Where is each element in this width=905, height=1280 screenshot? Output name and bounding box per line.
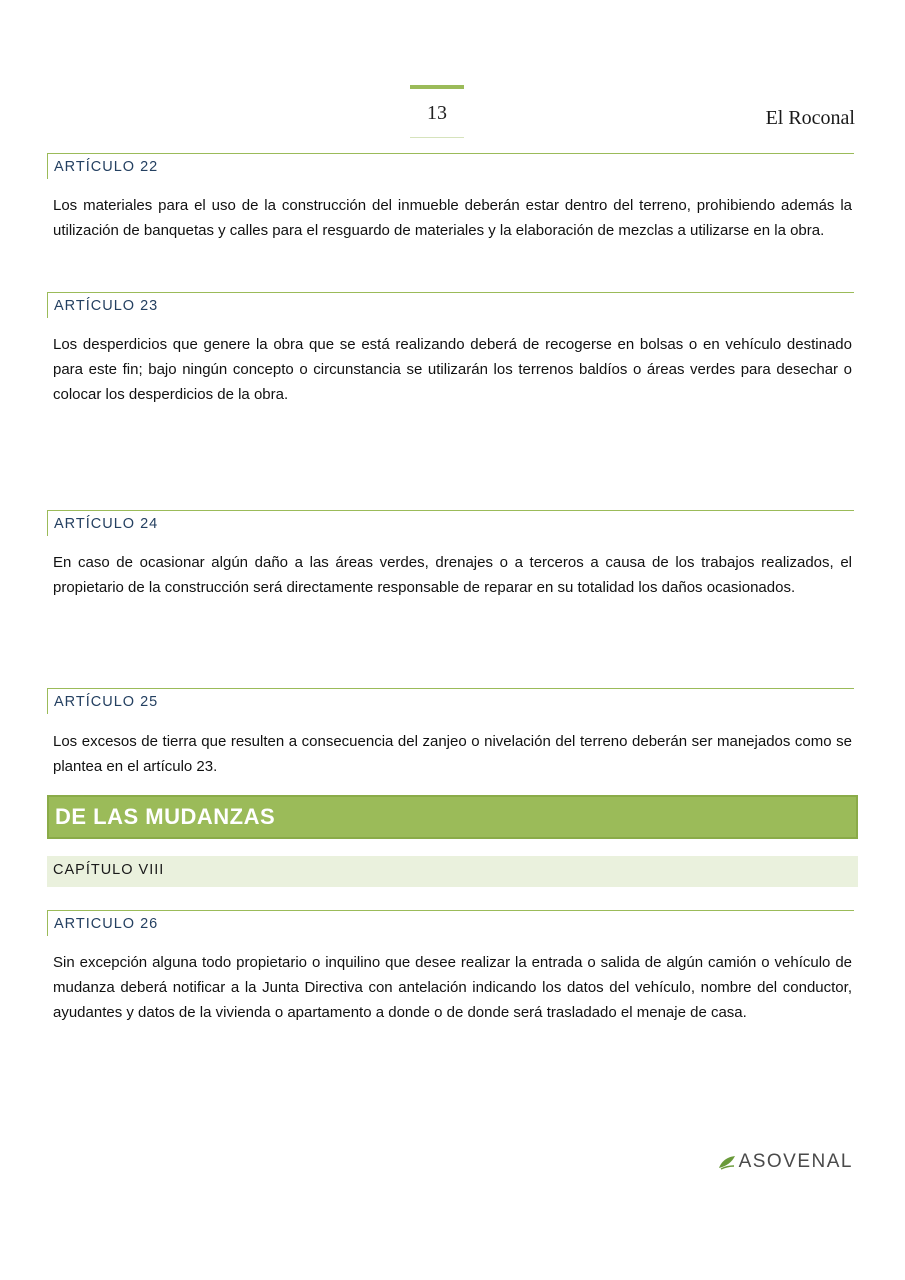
chapter-band — [47, 856, 858, 887]
article-paragraph: Los excesos de tierra que resulten a consecuencia del zanjeo o nivelación del terreno deberán ser manejados como se plantea en el artículo 23. — [53, 733, 852, 775]
article-heading — [47, 292, 854, 318]
leaf-icon — [718, 1154, 736, 1170]
article-paragraph: Sin excepción alguna todo propietario o inquilino que desee realizar la entrada o salida de algún camión o vehículo de mudanza deberá notificar a la Junta Directiva con antelación indicando los datos del vehículo, nombre del conductor, ayudantes y datos de la vivienda o apartamento a donde o de donde será trasladado el menaje de casa. — [53, 954, 852, 1021]
article-heading-label: ARTICULO 26 — [54, 916, 159, 932]
chapter-title: CAPÍTULO VIII — [53, 862, 165, 878]
article-heading — [47, 510, 854, 536]
document-title: El Roconal — [765, 107, 855, 129]
article-paragraph: En caso de ocasionar algún daño a las áreas verdes, drenajes o a terceros a causa de los trabajos realizados, el propietario de la construcción será directamente responsable de reparar en su totalidad los daños ocasionados. — [53, 554, 852, 596]
section-title-band — [47, 795, 858, 839]
article-heading — [47, 688, 854, 714]
page-number-rule — [410, 137, 464, 138]
footer-brand-logo — [718, 1150, 853, 1174]
article-heading-label: ARTÍCULO 25 — [54, 694, 159, 710]
article-heading — [47, 910, 854, 936]
article-paragraph: Los desperdicios que genere la obra que se está realizando deberá de recogerse en bolsas o en vehículo destinado para este fin; bajo ningún concepto o circunstancia se utilizarán los terrenos baldíos o áreas verdes para desechar o colocar los desperdicios de la obra. — [53, 336, 852, 403]
section-title: DE LAS MUDANZAS — [55, 804, 276, 829]
article-heading-label: ARTÍCULO 23 — [54, 298, 159, 314]
article-heading-label: ARTÍCULO 24 — [54, 516, 159, 532]
article-paragraph: Los materiales para el uso de la construcción del inmueble deberán estar dentro del terreno, prohibiendo además la utilización de banquetas y calles para el resguardo de materiales y la elaboración de mezclas a utilizarse en la obra. — [53, 197, 852, 239]
article-heading-label: ARTÍCULO 22 — [54, 159, 159, 175]
page-number: 13 — [427, 102, 447, 124]
article-heading — [47, 153, 854, 179]
page-number-accent-bar — [410, 85, 464, 89]
brand-name: ASOVENAL — [738, 1151, 853, 1172]
